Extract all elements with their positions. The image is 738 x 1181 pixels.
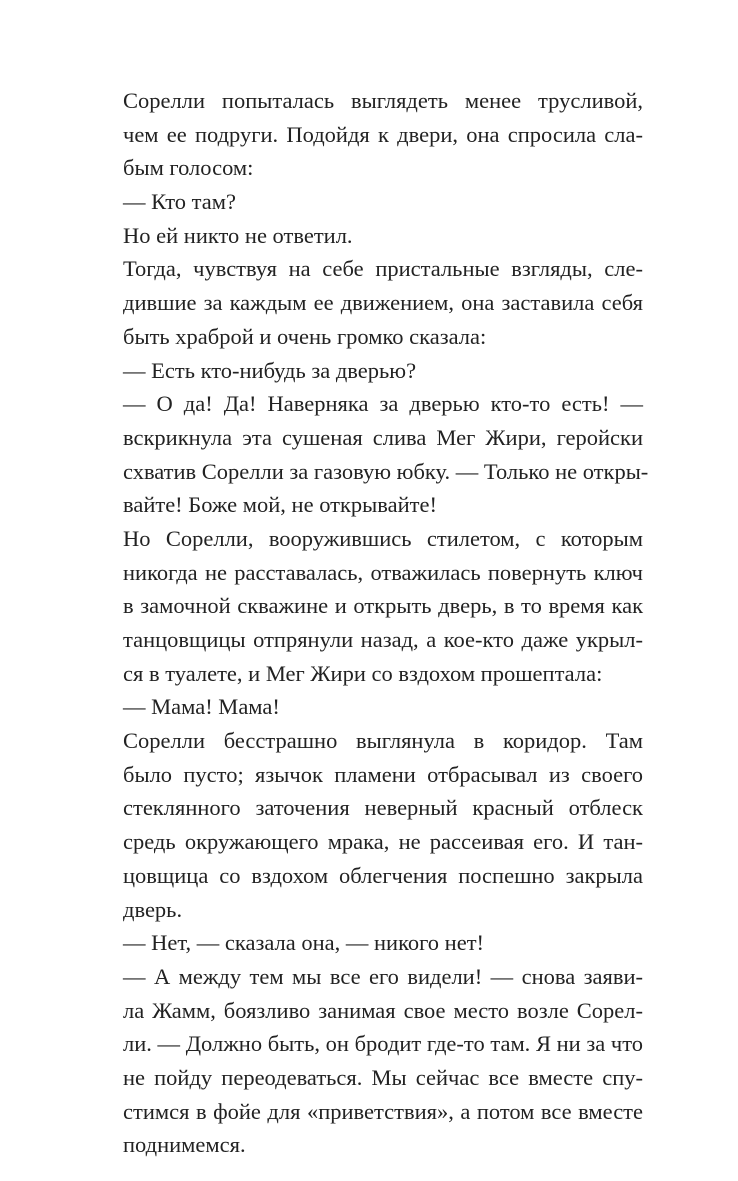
text-line: — А между тем мы все его видели! — снова заяви- xyxy=(123,963,643,989)
text-line: ли. — Должно быть, он бродит где-то там. Я ни за что xyxy=(123,1031,643,1057)
text-line: Но ей никто не ответил. xyxy=(123,222,353,248)
text-line: вайте! Боже мой, не открывайте! xyxy=(123,492,437,518)
text-line: Сорелли бесстрашно выглянула в коридор. Там xyxy=(123,728,643,754)
text-line: Тогда, чувствуя на себе пристальные взгляды, сле- xyxy=(123,256,643,282)
text-line: не пойду переодеваться. Мы сейчас все вместе спу- xyxy=(123,1064,643,1090)
text-line: — Нет, — сказала она, — никого нет! xyxy=(123,930,485,956)
text-line: вскрикнула эта сушеная слива Мег Жири, геройски xyxy=(123,424,643,450)
text-line: — Кто там? xyxy=(123,189,237,215)
text-line: дверь. xyxy=(123,896,183,922)
text-line: стимся в фойе для «приветствия», а потом все вместе xyxy=(123,1098,643,1124)
text-line: средь окружающего мрака, не рассеивая его. И тан- xyxy=(123,829,643,855)
text-line: никогда не расставалась, отважилась повернуть ключ xyxy=(123,559,643,585)
text-line: схватив Сорелли за газовую юбку. — Только не откры- xyxy=(123,458,649,484)
text-line: ла Жамм, боязливо занимая свое место возле Сорел- xyxy=(123,997,643,1023)
text-line: было пусто; язычок пламени отбрасывал из своего xyxy=(123,761,643,787)
text-line: — Есть кто-нибудь за дверью? xyxy=(123,357,417,383)
text-line: — Мама! Мама! xyxy=(123,694,280,720)
body-text xyxy=(123,84,649,1162)
text-line: ся в туалете, и Мег Жири со вздохом прошептала: xyxy=(123,660,603,686)
text-line: поднимемся. xyxy=(123,1132,246,1158)
text-line: дившие за каждым ее движением, она заставила себя xyxy=(123,290,643,316)
text-line: в замочной скважине и открыть дверь, в то время как xyxy=(123,593,643,619)
text-line: цовщица со вздохом облегчения поспешно закрыла xyxy=(123,862,643,888)
text-line: стеклянного заточения неверный красный отблеск xyxy=(123,795,643,821)
text-line: танцовщицы отпрянули назад, а кое-кто даже укрыл- xyxy=(123,627,643,652)
text-line: Сорелли попыталась выглядеть менее трусливой, xyxy=(123,88,643,113)
text-line: чем ее подруги. Подойдя к двери, она спросила сла- xyxy=(123,121,643,147)
text-line: Но Сорелли, вооружившись стилетом, с которым xyxy=(123,525,643,551)
text-line: бым голосом: xyxy=(123,155,254,181)
text-line: — О да! Да! Наверняка за дверью кто-то есть! — xyxy=(123,391,643,417)
text-line: быть храброй и очень громко сказала: xyxy=(123,323,487,349)
